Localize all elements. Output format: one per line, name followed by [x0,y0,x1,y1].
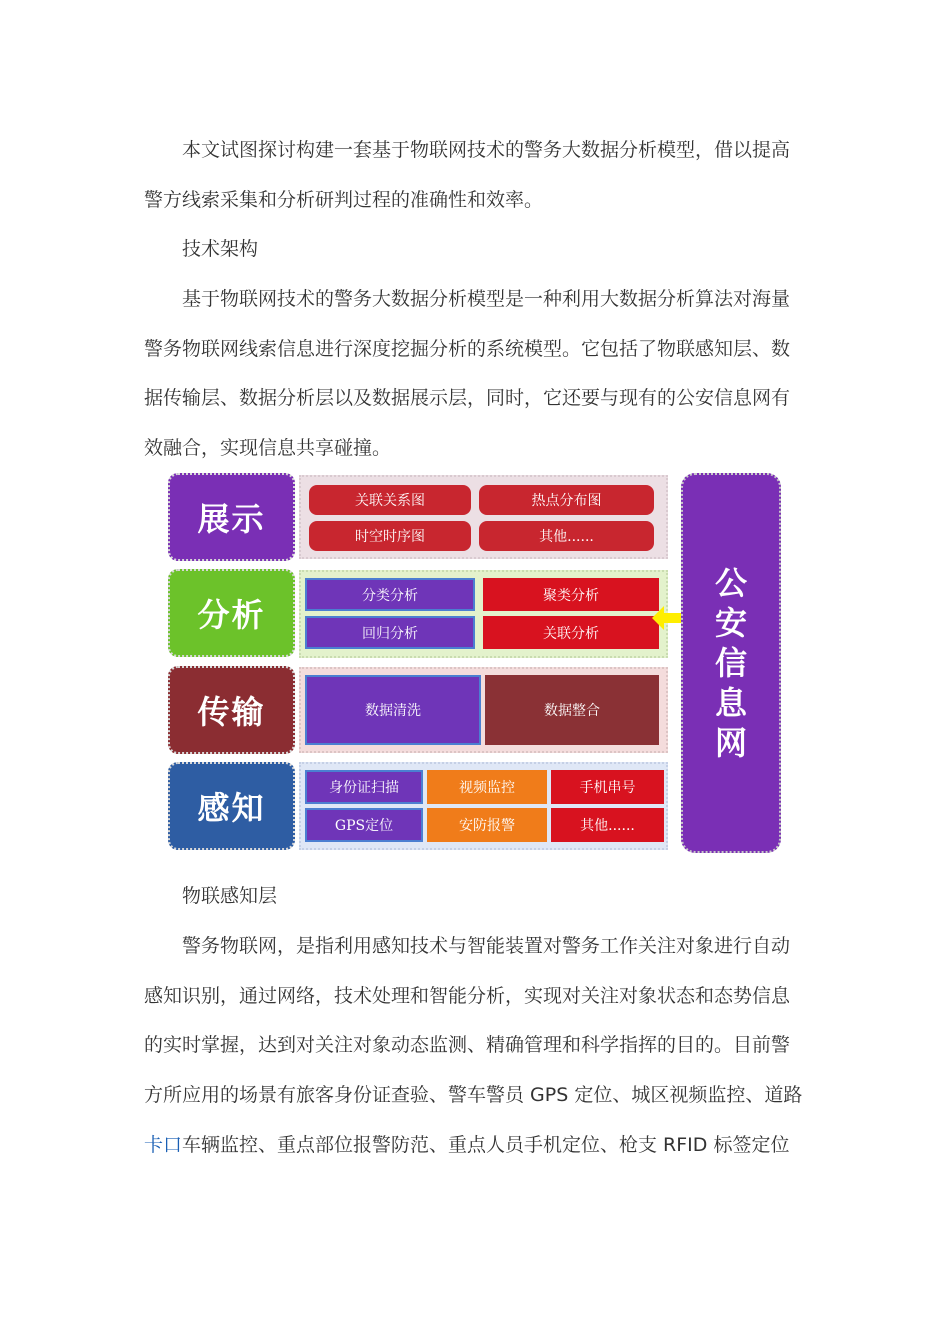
analysis-panel [299,570,668,658]
sense-layer-text: 警务物联网，是指利用感知技术与智能装置对警务工作关注对象进行自动感知识别，通过网络，技术处理和智能分析，实现对关注对象状态和态势信息的实时掌握，达到对关注对象动态监测、精确管理和科学指挥的目的。目前警方所应用的场景有旅客身份证查验、警车警员 GPS 定位、城区视频监控、道路 [144,935,803,1107]
side-char: 息 [714,684,747,722]
transfer-cell-cleaning: 数据清洗 [305,675,481,745]
layer-display: 展示 [168,473,295,561]
sense-cell-gps: GPS定位 [305,808,423,842]
sense-cell-video: 视频监控 [427,770,547,804]
checkpoint-link[interactable]: 卡口 [144,1133,183,1156]
public-security-network-block [681,473,781,853]
analysis-cell-clustering: 聚类分析 [483,578,659,611]
sense-layer-paragraph [144,922,806,1171]
analysis-cell-association: 关联分析 [483,616,659,649]
sense-layer-text-continued: 车辆监控、重点部位报警防范、重点人员手机定位、枪支 RFID 标签定位 [182,1133,790,1156]
display-cell-hotspot-map: 热点分布图 [479,485,654,515]
sense-cell-imei: 手机串号 [551,770,664,804]
sense-panel [299,762,668,850]
architecture-paragraph: 基于物联网技术的警务大数据分析模型是一种利用大数据分析算法对海量警务物联网线索信息进行深度挖掘分析的系统模型。它包括了物联感知层、数据传输层、数据分析层以及数据展示层，同时，它还要与现有的公安信息网有效融合，实现信息共享碰撞。 [144,288,791,460]
analysis-cell-classification: 分类分析 [305,578,475,611]
sense-cell-id-scan: 身份证扫描 [305,770,423,804]
transfer-panel [299,667,668,753]
side-char: 公 [714,564,747,602]
layer-sense: 感知 [168,762,295,850]
side-char: 网 [714,724,747,762]
transfer-cell-integration: 数据整合 [485,675,659,745]
analysis-cell-regression: 回归分析 [305,616,475,649]
side-char: 信 [714,644,747,682]
side-char: 安 [714,604,747,642]
layer-transfer: 传输 [168,666,295,754]
layer-analysis: 分析 [168,569,295,657]
section-heading-sense-layer: 物联感知层 [182,885,278,907]
architecture-diagram [168,470,782,854]
display-cell-spatiotemporal: 时空时序图 [309,521,471,551]
sense-cell-other: 其他...... [551,808,664,842]
sense-cell-alarm: 安防报警 [427,808,547,842]
intro-paragraph: 本文试图探讨构建一套基于物联网技术的警务大数据分析模型，借以提高警方线索采集和分析研判过程的准确性和效率。 [144,139,791,211]
display-cell-other: 其他...... [479,521,654,551]
display-panel [299,475,668,559]
display-cell-relation-graph: 关联关系图 [309,485,471,515]
section-heading-architecture: 技术架构 [182,238,259,260]
